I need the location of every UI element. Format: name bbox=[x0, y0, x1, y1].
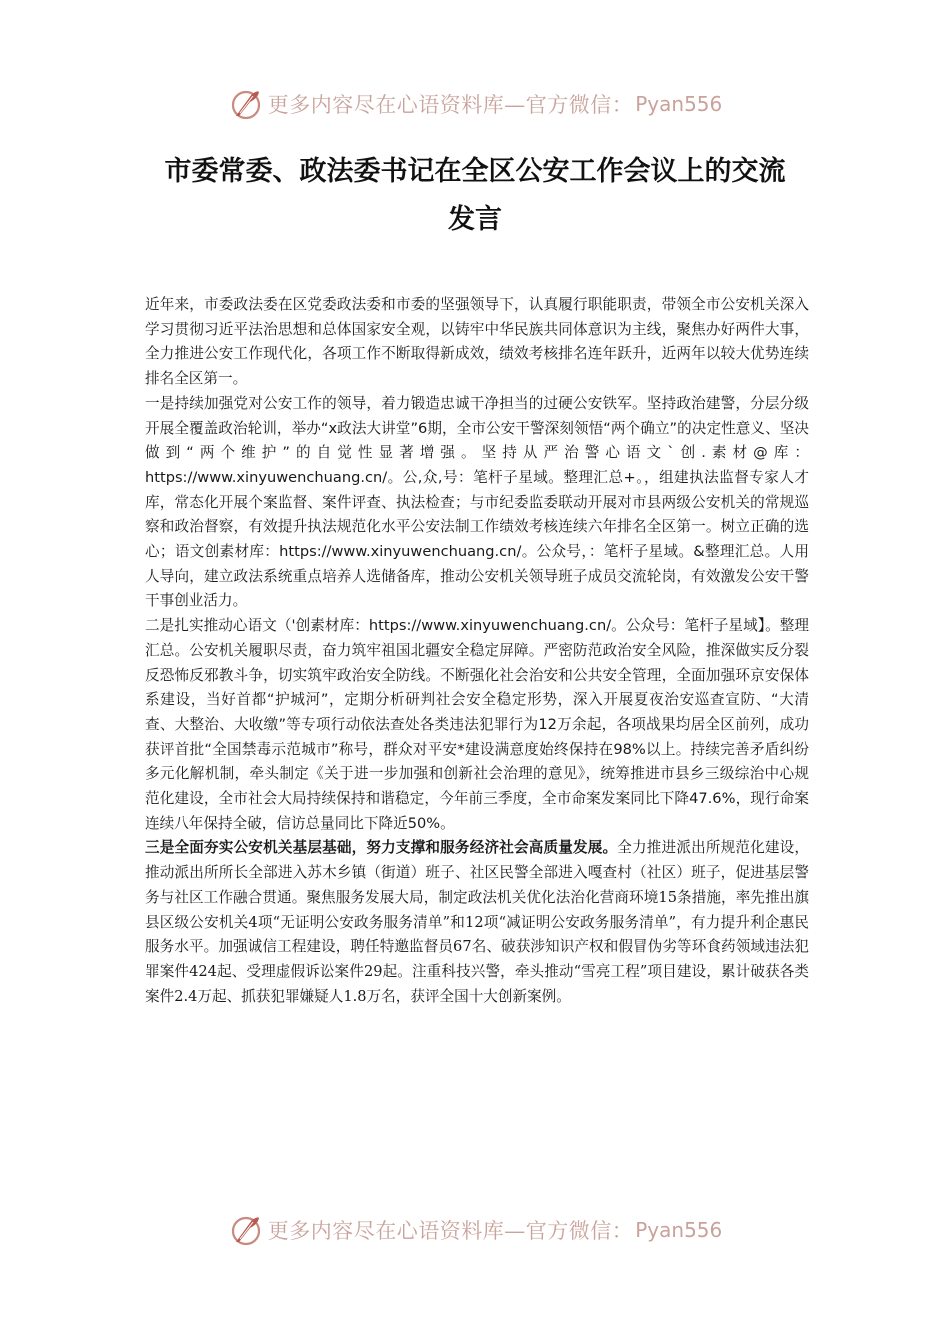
title-line-1: 市委常委、政法委书记在全区公安工作会议上的交流 bbox=[164, 156, 786, 187]
banner-text: 更多内容尽在心语资料库—官方微信： bbox=[267, 1219, 634, 1243]
banner-wechat-id: Pyan556 bbox=[635, 1218, 723, 1242]
section-1-paragraph: 一是持续加强党对公安工作的领导，着力锻造忠诚干净担当的过硬公安铁军。坚持政治建警，分层分级开展全覆盖政治轮训，举办“x政法大讲堂”6期，全市公安干警深刻领悟“两个确立”的决定性意义、坚决做到“两个维护”的自觉性显著增强。坚持从严治警心语文`创.素材@库：https://www.xinyuwenchuang.cn/。公,众,号：笔杆子星域。整理汇总+。，组建执法监督专家人才库，常态化开展个案监督、案件评查、执法检查；与市纪委监委联动开展对市县两级公安机关的常规巡察和政治督察，有效提升执法规范化水平公安法制工作绩效考核连续六年排名全区第一。树立正确的选心；语文创素材库：https://www.xinyuwenchuang.cn/。公众号，：笔杆子星域。&整理汇总。人用人导向，建立政法系统重点培养人选储备库，推动公安机关领导班子成员交流轮岗，有效激发公安干警干事创业活力。 bbox=[145, 394, 809, 610]
title-line-2: 发言 bbox=[448, 204, 502, 235]
header-watermark-banner bbox=[0, 84, 950, 124]
quill-pen-logo-icon bbox=[228, 1212, 264, 1248]
article-body bbox=[145, 293, 809, 1009]
intro-paragraph: 近年来，市委政法委在区党委政法委和市委的坚强领导下，认真履行职能职责，带领全市公安机关深入学习贯彻习近平法治思想和总体国家安全观，以铸牢中华民族共同体意识为主线，聚焦办好两件大事，全力推进公安工作现代化，各项工作不断取得新成效，绩效考核排名连年跃升，近两年以较大优势连续排名全区第一。 bbox=[145, 296, 809, 388]
section-3-heading: 三是全面夯实公安机关基层基础，努力支撑和服务经济社会高质量发展。 bbox=[145, 839, 618, 857]
quill-pen-logo-icon bbox=[228, 86, 264, 122]
section-2-paragraph: 二是扎实推动心语文（'创素材库：https://www.xinyuwenchuang.cn/。公众号：笔杆子星域】。整理汇总。公安机关履职尽责，奋力筑牢祖国北疆安全稳定屏障。严密防范政治安全风险，推深做实反分裂反恐怖反邪教斗争，切实筑牢政治安全防线。不断强化社会治安和公共安全管理，全面加强环京安保体系建设，当好首都“护城河”，定期分析研判社会安全稳定形势，深入开展夏夜治安巡查宣防、“大清查、大整治、大收缴”等专项行动依法查处各类违法犯罪行为12万余起，各项战果均居全区前列，成功获评首批“全国禁毒示范城市”称号，群众对平安*建设满意度始终保持在98%以上。持续完善矛盾纠纷多元化解机制，牵头制定《关于进一步加强和创新社会治理的意见》，统筹推进市县乡三级综治中心规范化建设，全市社会大局持续保持和谐稳定，今年前三季度，全市命案发案同比下降47.6%，现行命案连续八年保持全破，信访总量同比下降近50%。 bbox=[145, 617, 809, 832]
banner-text: 更多内容尽在心语资料库—官方微信： bbox=[267, 93, 634, 117]
section-3-paragraph bbox=[145, 836, 809, 1009]
footer-watermark-banner bbox=[0, 1210, 950, 1250]
banner-wechat-id: Pyan556 bbox=[635, 92, 723, 116]
section-3-text: 全力推进派出所规范化建设，推动派出所所长全部进入苏木乡镇（街道）班子、社区民警全部进入嘎查村（社区）班子，促进基层警务与社区工作融合贯通。聚焦服务发展大局，制定政法机关优化法治化营商环境15条措施，率先推出旗县区级公安机关4项“无证明公安政务服务清单”和12项“减证明公安政务服务清单”，有力提升利企惠民服务水平。加强诚信工程建设，聘任特邀监督员67名、破获涉知识产权和假冒伪劣等环食药领域违法犯罪案件424起、受理虚假诉讼案件29起。注重科技兴警，牵头推动“雪亮工程”项目建设，累计破获各类案件2.4万起、抓获犯罪嫌疑人1.8万名，获评全国十大创新案例。 bbox=[145, 839, 809, 1005]
page-title bbox=[130, 148, 820, 244]
